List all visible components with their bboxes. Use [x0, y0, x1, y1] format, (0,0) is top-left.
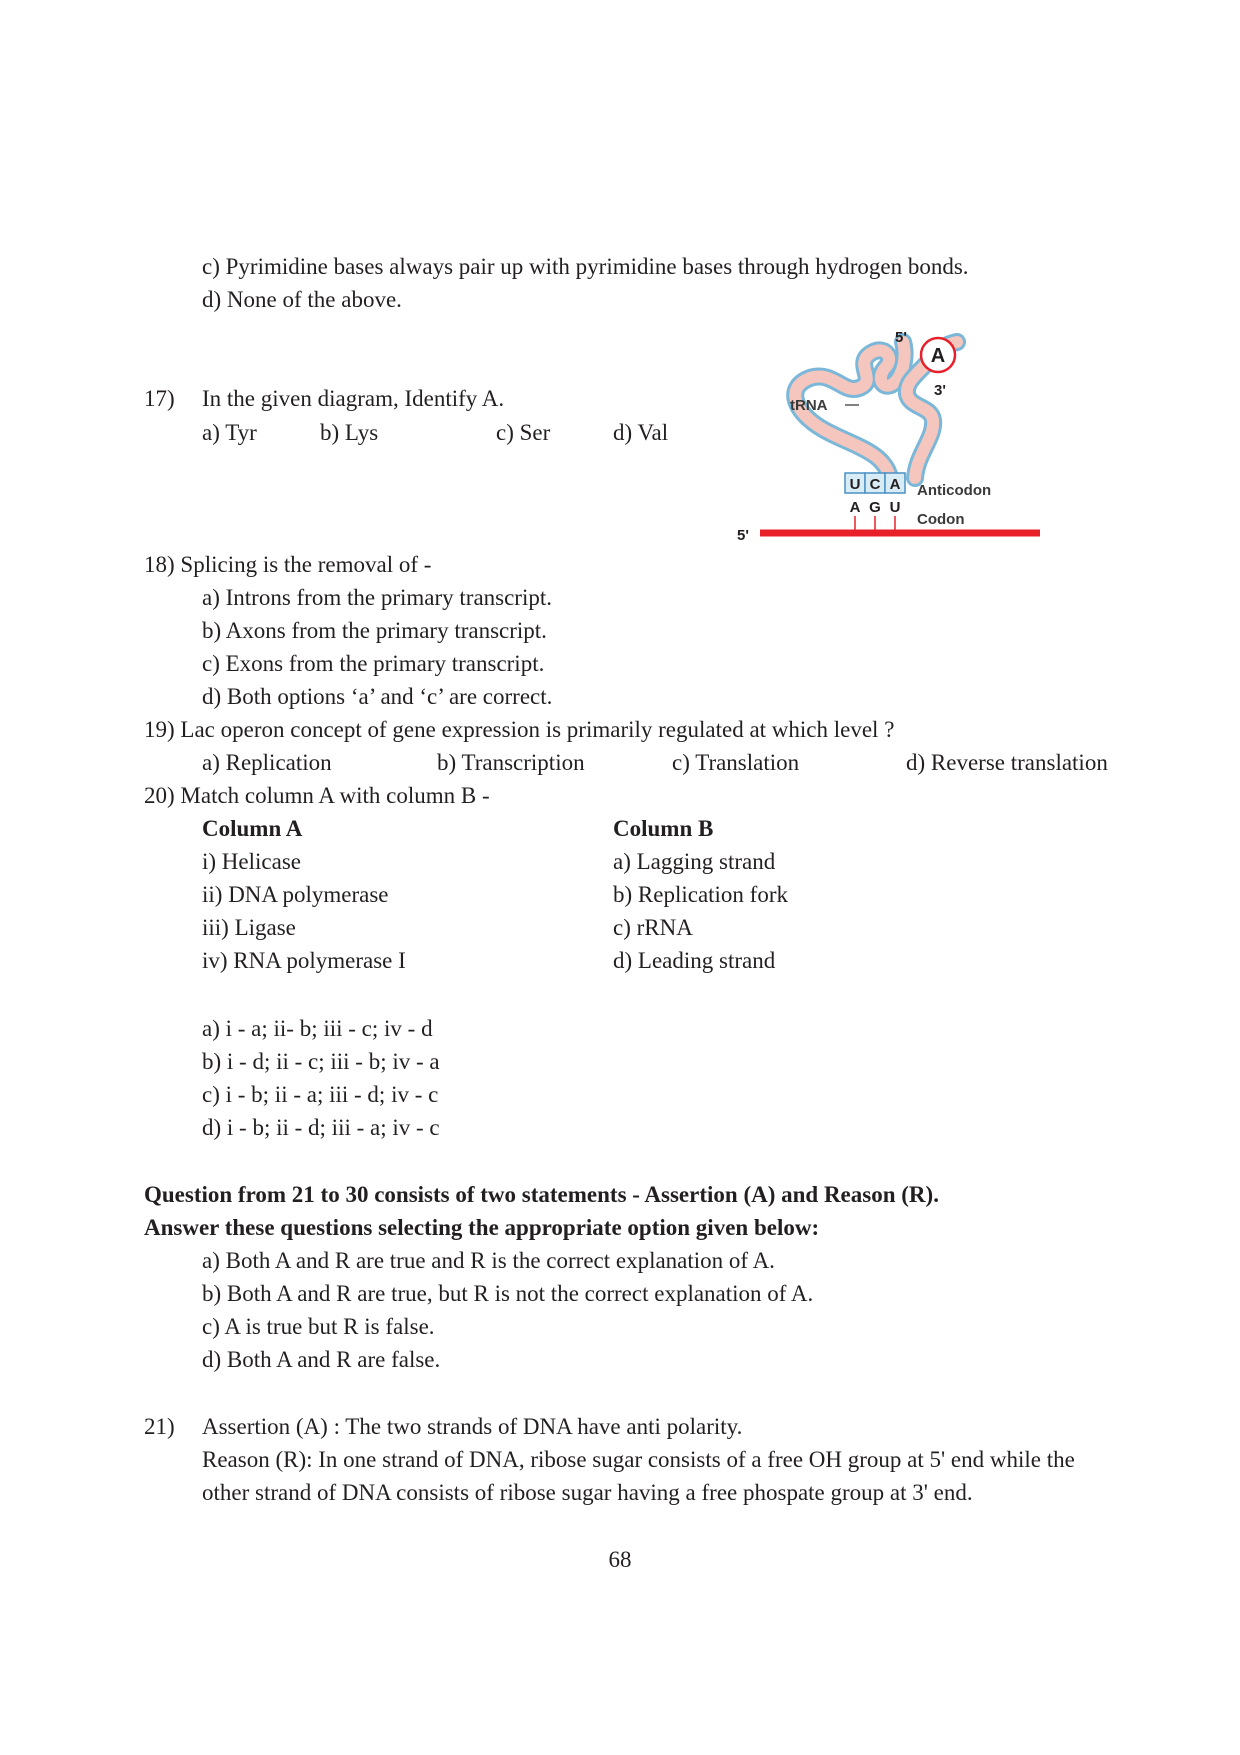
column-a-item: i) Helicase: [202, 849, 301, 874]
q17-option-c: c) Ser: [496, 420, 551, 445]
q20-option-b: b) i - d; ii - c; iii - b; iv - a: [202, 1049, 440, 1074]
column-b-item: a) Lagging strand: [613, 849, 776, 874]
q20-option-d: d) i - b; ii - d; iii - a; iv - c: [202, 1115, 440, 1140]
codon-base-2: G: [869, 499, 881, 516]
q17-option-d: d) Val: [613, 420, 669, 445]
q20-question: 20) Match column A with column B -: [144, 783, 490, 808]
q20-option-a: a) i - a; ii- b; iii - c; iv - d: [202, 1016, 433, 1041]
trna-diagram: [735, 328, 1055, 548]
q17-number: 17): [144, 386, 175, 411]
anticodon-base-3: A: [889, 476, 901, 493]
q18-question: 18) Splicing is the removal of -: [144, 552, 432, 577]
q21-reason-line-1: Reason (R): In one strand of DNA, ribose sugar consists of a free OH group at 5' end while the: [202, 1447, 1075, 1472]
codon-label: Codon: [917, 511, 965, 528]
anticodon-base-1: U: [849, 476, 861, 493]
ar-option-a: a) Both A and R are true and R is the correct explanation of A.: [202, 1248, 775, 1273]
ar-option-d: d) Both A and R are false.: [202, 1347, 441, 1372]
amino-acid-a-label: A: [930, 345, 946, 367]
q20-option-c: c) i - b; ii - a; iii - d; iv - c: [202, 1082, 439, 1107]
column-b-item: c) rRNA: [613, 915, 693, 940]
q21-number: 21): [144, 1414, 175, 1439]
ar-option-c: c) A is true but R is false.: [202, 1314, 435, 1339]
mrna-5prime-label: 5': [737, 527, 749, 544]
column-a-item: iii) Ligase: [202, 915, 296, 940]
q21-reason-line-2: other strand of DNA consists of ribose sugar having a free phospate group at 3' end.: [202, 1480, 973, 1505]
q18-option-a: a) Introns from the primary transcript.: [202, 585, 552, 610]
codon-base-3: U: [889, 499, 901, 516]
page-number: 68: [608, 1547, 632, 1572]
anticodon-base-2: C: [869, 476, 881, 493]
column-b-item: d) Leading strand: [613, 948, 776, 973]
q16-option-d: d) None of the above.: [202, 287, 402, 312]
q21-assertion: Assertion (A) : The two strands of DNA have anti polarity.: [202, 1414, 743, 1439]
codon-ticks: [855, 516, 895, 531]
anticodon-label: Anticodon: [917, 482, 992, 499]
codon-base-1: A: [849, 499, 861, 516]
ar-option-b: b) Both A and R are true, but R is not the correct explanation of A.: [202, 1281, 814, 1306]
q17-option-b: b) Lys: [320, 420, 379, 445]
column-a-item: iv) RNA polymerase I: [202, 948, 406, 973]
column-a-item: ii) DNA polymerase: [202, 882, 389, 907]
trna-3prime-label: 3': [934, 382, 946, 399]
q17-option-a: a) Tyr: [202, 420, 257, 445]
trna-5prime-label: 5': [895, 329, 907, 346]
q19-option-b: b) Transcription: [437, 750, 585, 775]
trna-label: tRNA: [790, 397, 828, 414]
q18-option-c: c) Exons from the primary transcript.: [202, 651, 545, 676]
q18-option-b: b) Axons from the primary transcript.: [202, 618, 547, 643]
q19-question: 19) Lac operon concept of gene expression is primarily regulated at which level ?: [144, 717, 895, 742]
q18-option-d: d) Both options ‘a’ and ‘c’ are correct.: [202, 684, 553, 709]
q19-option-d: d) Reverse translation: [906, 750, 1108, 775]
column-b-header: Column B: [613, 816, 714, 841]
q19-option-c: c) Translation: [672, 750, 800, 775]
q19-option-a: a) Replication: [202, 750, 332, 775]
q17-question: In the given diagram, Identify A.: [202, 386, 505, 411]
ar-heading-line-2: Answer these questions selecting the appropriate option given below:: [144, 1215, 820, 1240]
q16-option-c: c) Pyrimidine bases always pair up with pyrimidine bases through hydrogen bonds.: [202, 254, 969, 279]
column-a-header: Column A: [202, 816, 303, 841]
ar-heading-line-1: Question from 21 to 30 consists of two statements - Assertion (A) and Reason (R).: [144, 1182, 939, 1207]
column-b-item: b) Replication fork: [613, 882, 789, 907]
